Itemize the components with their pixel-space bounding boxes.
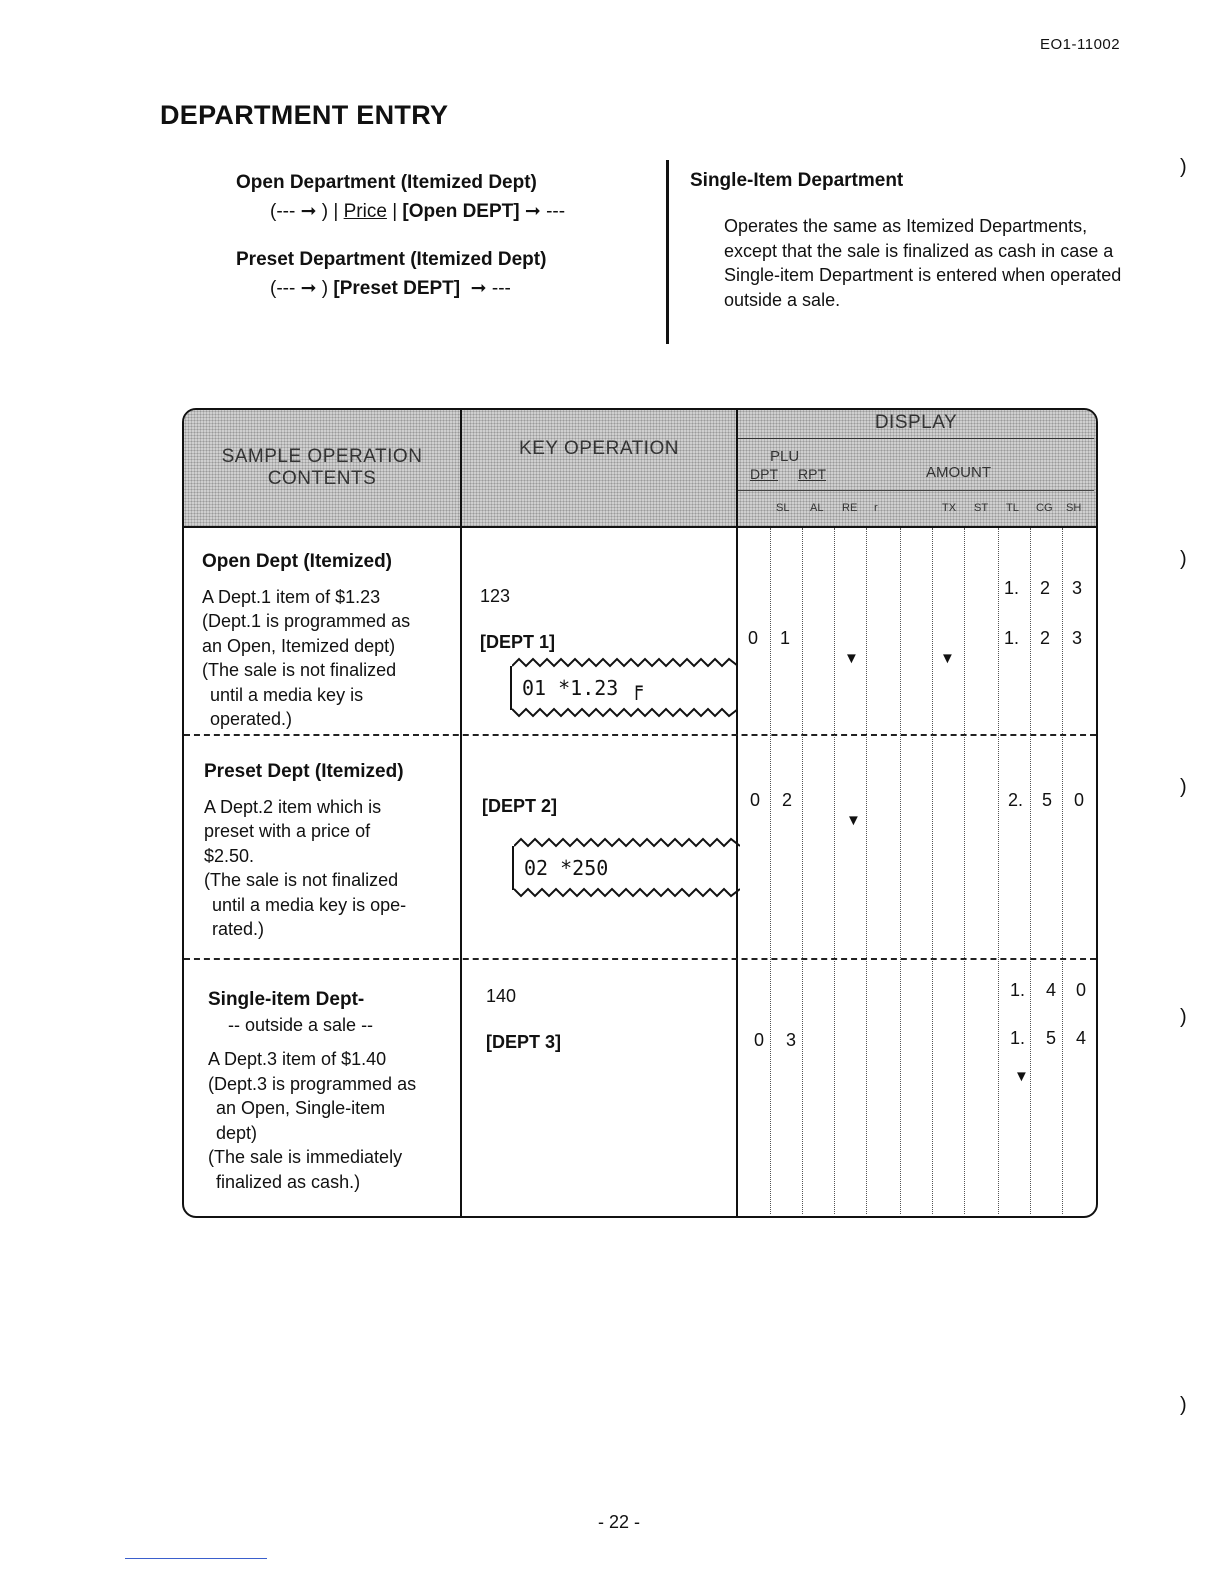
indicator-triangle-icon: ▼ — [844, 650, 859, 667]
row-line: (The sale is not finalized — [204, 870, 399, 890]
display-column-line — [932, 528, 933, 1214]
display-digit: 0 — [750, 790, 761, 810]
open-prefix: (--- — [270, 201, 296, 222]
header-rpt: RPT — [798, 466, 826, 482]
open-dept-syntax: (--- ➞ ) | Price | [Open DEPT] ➞ --- — [270, 201, 566, 222]
receipt-zigzag — [514, 836, 740, 850]
arrow-icon: ➞ — [300, 201, 317, 222]
display-digit: 0 — [1076, 980, 1087, 1000]
row-title: Open Dept (Itemized) — [202, 551, 393, 572]
row-line: dept) — [216, 1122, 258, 1143]
arrow-icon: ➞ — [470, 278, 487, 299]
receipt-printout — [510, 666, 738, 710]
display-column-line — [964, 528, 965, 1214]
margin-mark: ) — [1180, 548, 1187, 570]
indicator-sh: SH — [1066, 502, 1082, 514]
open-close: ) — [321, 201, 329, 222]
display-digit: 5 — [1046, 1028, 1057, 1048]
table-row — [208, 988, 458, 1194]
display-digit: 3 — [1072, 578, 1083, 598]
display-digit: 5 — [1042, 790, 1053, 810]
key-entry: [DEPT 2] — [482, 796, 558, 816]
operation-table — [182, 408, 1098, 1218]
display-column-line — [770, 528, 771, 1214]
key-syntax-section — [236, 172, 656, 326]
table-row — [202, 550, 456, 732]
row-line: A Dept.1 item of $1.23 — [202, 586, 381, 607]
key-entry: [DEPT 3] — [486, 1032, 562, 1052]
display-digit: 1. — [1010, 1028, 1026, 1048]
display-digit: 2 — [782, 790, 793, 810]
row-line: finalized as cash.) — [216, 1171, 361, 1192]
display-digit: 1. — [1004, 628, 1020, 648]
header-display: DISPLAY — [874, 412, 958, 433]
display-digit: 2 — [1040, 578, 1051, 598]
header-key-operation: KEY OPERATION — [519, 438, 679, 459]
preset-close: ) — [321, 278, 329, 299]
indicator-tx: TX — [942, 502, 957, 514]
display-digit: 0 — [754, 1030, 765, 1050]
open-dept-heading: Open Department (Itemized Dept) — [236, 172, 537, 193]
header-amount: AMOUNT — [926, 464, 991, 481]
display-digit: 2. — [1008, 790, 1024, 810]
preset-prefix: (--- — [270, 278, 296, 299]
margin-mark: ) — [1180, 1394, 1187, 1416]
receipt-line: 02 *250 — [524, 856, 609, 880]
indicator-tl: TL — [1006, 502, 1019, 514]
receipt-printout — [512, 846, 740, 890]
display-digit: 0 — [748, 628, 759, 648]
row-line: preset with a price of — [204, 821, 371, 841]
row-separator — [184, 734, 1096, 736]
row-line: A Dept.2 item which is — [204, 796, 382, 817]
key-entry: [DEPT 1] — [480, 632, 556, 652]
row-title: Single-item Dept- — [208, 989, 365, 1010]
display-column-line — [900, 528, 901, 1214]
arrow-icon: ➞ — [524, 201, 541, 222]
preset-dept-key: [Preset DEPT] — [333, 278, 461, 299]
single-item-description: Operates the same as Itemized Departments, except that the sale is finalized as cash in case a Single-item Department is entered when operated outside a sale. — [724, 216, 1122, 310]
display-digit: 1. — [1010, 980, 1026, 1000]
preset-dept-syntax — [270, 277, 656, 300]
row-line: an Open, Single-item — [216, 1098, 386, 1118]
display-digit: 4 — [1076, 1028, 1087, 1048]
table-row — [204, 760, 458, 942]
indicator-cg: CG — [1036, 502, 1053, 514]
display-column-line — [998, 528, 999, 1214]
row-line: (The sale is not finalized — [202, 660, 397, 680]
receipt-zigzag — [512, 706, 738, 720]
indicator-sl: SL — [776, 502, 790, 514]
document-number: EO1-11002 — [1040, 36, 1121, 53]
key-entry: 140 — [486, 986, 517, 1006]
row-title: Preset Dept (Itemized) — [204, 761, 404, 782]
footer-rule — [125, 1558, 267, 1559]
price-key: Price — [343, 201, 387, 222]
row-line: operated.) — [210, 709, 293, 729]
page-title: DEPARTMENT ENTRY — [160, 100, 449, 130]
section-divider — [666, 160, 669, 344]
page-number: - 22 - — [598, 1512, 641, 1532]
indicator-st: ST — [974, 502, 989, 514]
preset-suffix: --- — [491, 278, 511, 299]
indicator-triangle-icon: ▼ — [1014, 1068, 1029, 1085]
display-digit: 0 — [1074, 790, 1085, 810]
receipt-zigzag — [512, 656, 738, 670]
row-line: A Dept.3 item of $1.40 — [208, 1049, 387, 1069]
row-line: (Dept.3 is programmed as — [208, 1073, 417, 1094]
row-line: $2.50. — [204, 845, 255, 866]
key-entry: 123 — [480, 586, 511, 606]
indicator-triangle-icon: ▼ — [940, 650, 955, 667]
row-line: rated.) — [212, 919, 265, 939]
display-column-line — [1062, 528, 1063, 1214]
indicator-al: AL — [810, 502, 824, 514]
margin-mark: ) — [1180, 1006, 1187, 1028]
row-line: (The sale is immediately — [208, 1147, 403, 1167]
display-digit: 3 — [786, 1030, 797, 1050]
indicator-re: RE — [842, 502, 858, 514]
display-column-line — [834, 528, 835, 1214]
indicator-row-divider — [736, 490, 1094, 491]
open-dept-key: [Open DEPT] — [402, 201, 520, 222]
row-line: until a media key is ope- — [212, 894, 407, 915]
margin-mark: ) — [1180, 156, 1187, 178]
single-item-section — [690, 170, 1130, 312]
receipt-line: 01 *1.23 ╒ — [522, 676, 643, 700]
column-divider — [736, 410, 738, 1216]
display-digit: 3 — [1072, 628, 1083, 648]
margin-mark: ) — [1180, 776, 1187, 798]
preset-dept-heading: Preset Department (Itemized Dept) — [236, 249, 547, 270]
display-column-line — [866, 528, 867, 1214]
row-line: an Open, Itemized dept) — [202, 635, 396, 656]
row-line: until a media key is — [210, 684, 364, 705]
receipt-zigzag — [514, 886, 740, 900]
display-digit: 2 — [1040, 628, 1051, 648]
row-line: (Dept.1 is programmed as — [202, 611, 411, 631]
display-column-line — [1030, 528, 1031, 1214]
display-digit: 1. — [1004, 578, 1020, 598]
display-column-line — [802, 528, 803, 1214]
header-sample-operation: SAMPLE OPERATION CONTENTS — [221, 446, 423, 489]
header-plu: PLU — [770, 448, 800, 465]
display-digit: 4 — [1046, 980, 1057, 1000]
display-digit: 1 — [780, 628, 791, 648]
row-subtitle: -- outside a sale -- — [228, 1014, 374, 1035]
header-dpt: DPT — [750, 466, 778, 482]
row-separator — [184, 958, 1096, 960]
open-suffix: --- — [546, 201, 566, 222]
arrow-icon: ➞ — [300, 278, 317, 299]
indicator-triangle-icon: ▼ — [846, 812, 861, 829]
single-item-heading: Single-Item Department — [690, 170, 904, 191]
column-divider — [460, 410, 462, 1216]
indicator-r: r — [874, 502, 878, 514]
